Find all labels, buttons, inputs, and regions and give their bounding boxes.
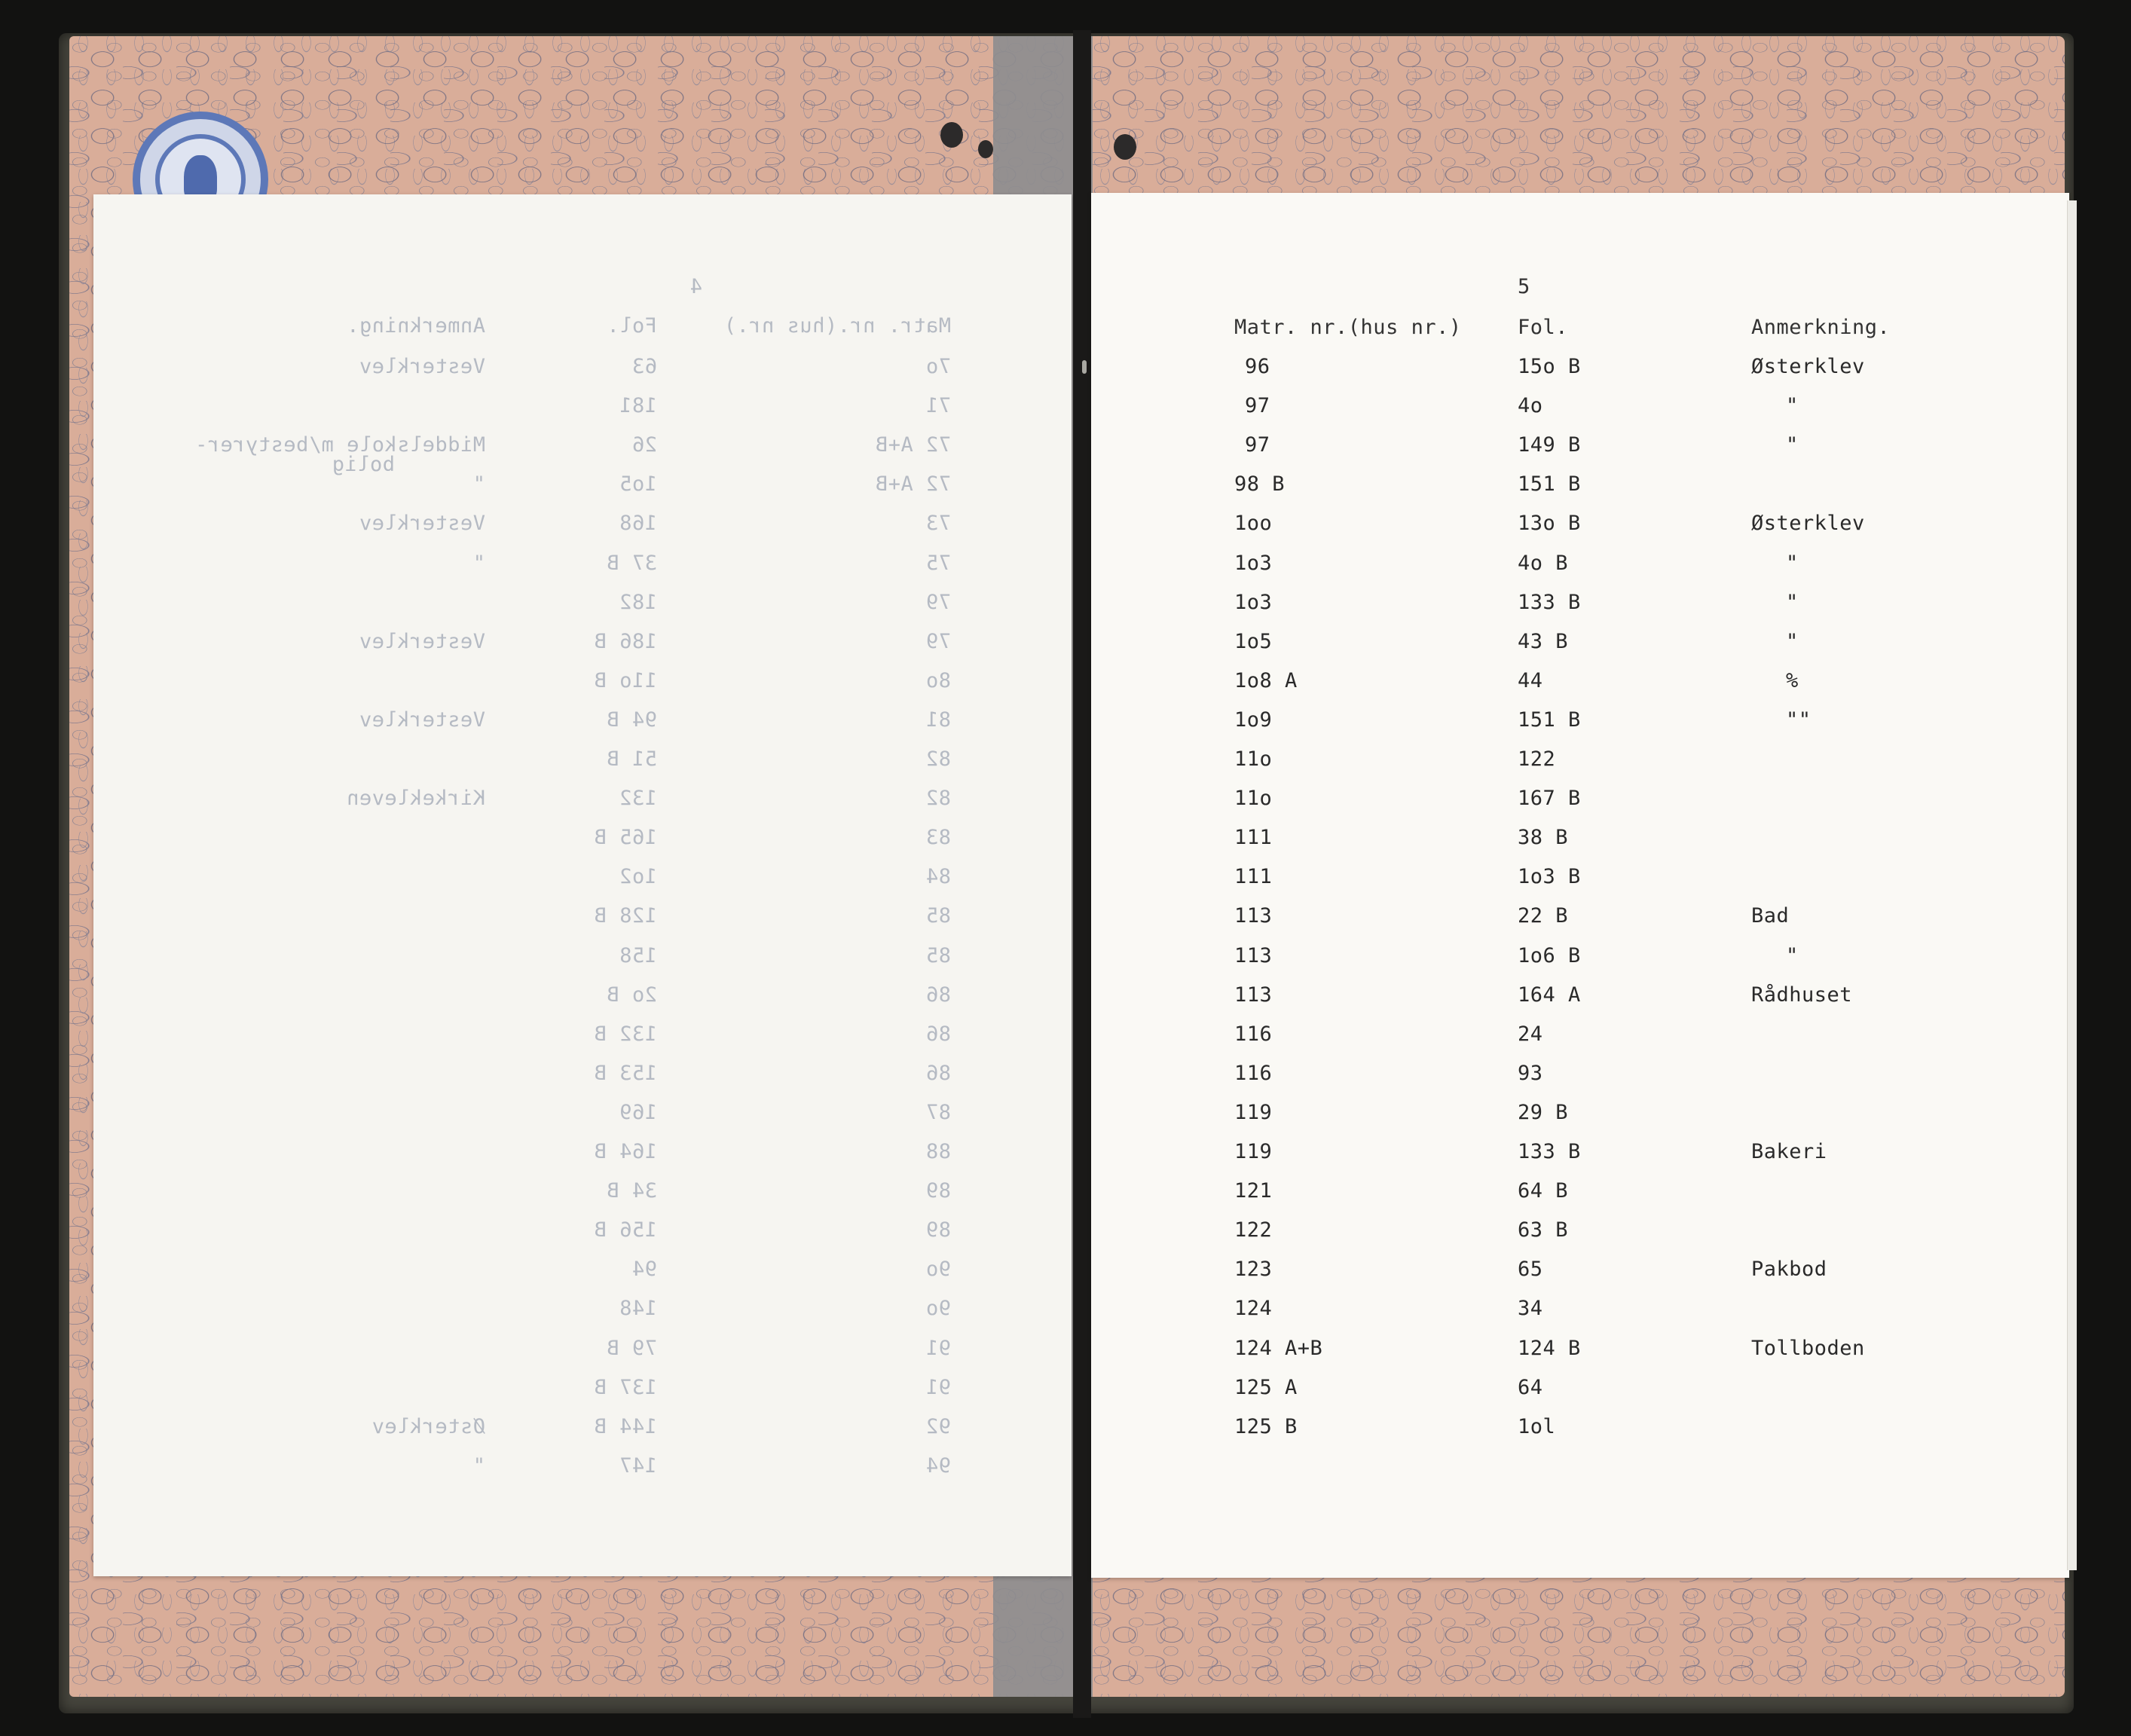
fol-cell: 93 <box>1518 1061 1543 1085</box>
fol-cell: 165 B <box>594 826 657 850</box>
matr-cell: 121 <box>1234 1179 1273 1203</box>
fol-cell: 38 B <box>1518 826 1569 850</box>
fol-cell: 137 B <box>594 1375 657 1399</box>
matr-cell: 84 <box>925 865 951 889</box>
matr-cell: 82 <box>925 787 951 811</box>
fol-cell: 153 B <box>594 1061 657 1085</box>
fol-cell: 94 <box>631 1258 657 1282</box>
fol-cell: 132 B <box>594 1022 657 1046</box>
fol-cell: 151 B <box>1518 472 1581 497</box>
fol-cell: 182 <box>619 590 657 614</box>
fol-cell: 169 <box>619 1100 657 1124</box>
matr-cell: 1o9 <box>1234 708 1273 732</box>
fol-cell: 133 B <box>1518 1140 1581 1163</box>
anmerkning-cell: " <box>1786 943 1799 967</box>
anmerkning-cell: bolig <box>332 453 395 477</box>
fol-cell: 1o3 B <box>1518 865 1581 889</box>
fol-cell: 149 B <box>1518 433 1581 457</box>
punch-hole-icon <box>940 122 963 148</box>
fol-cell: 22 B <box>1518 904 1569 928</box>
matr-cell: 71 <box>925 394 951 418</box>
fol-cell: 15o B <box>1518 355 1581 378</box>
matr-cell: 122 <box>1234 1218 1273 1242</box>
matr-cell: 124 A+B <box>1234 1336 1323 1360</box>
fol-cell: 124 B <box>1518 1336 1581 1360</box>
matr-cell: 85 <box>925 943 951 967</box>
anmerkning-cell: "" <box>1786 708 1812 732</box>
fol-cell: 63 <box>631 355 657 378</box>
left-page-show-through <box>93 194 1072 1576</box>
matr-cell: 97 <box>1245 433 1270 457</box>
anmerkning-cell: Østerklev <box>1751 512 1865 536</box>
matr-cell: 8o <box>925 668 951 692</box>
left-page <box>93 194 1072 1576</box>
matr-cell: 85 <box>925 904 951 928</box>
matr-cell: 116 <box>1234 1061 1273 1085</box>
matr-cell: 89 <box>925 1218 951 1242</box>
matr-cell: 113 <box>1234 983 1273 1007</box>
fol-cell: 168 <box>619 512 657 536</box>
anmerkning-cell: Vesterklev <box>359 629 485 653</box>
matr-cell: 88 <box>925 1140 951 1163</box>
fol-cell: 26 <box>631 433 657 457</box>
anmerkning-cell: " <box>472 472 485 497</box>
matr-cell: 91 <box>925 1375 951 1399</box>
right-page <box>1091 193 2069 1578</box>
matr-cell: 1o5 <box>1234 629 1273 653</box>
anmerkning-cell: Rådhuset <box>1751 983 1853 1007</box>
matr-cell: 83 <box>925 826 951 850</box>
fol-cell: 186 B <box>594 629 657 653</box>
matr-cell: 94 <box>925 1453 951 1478</box>
punch-hole-icon <box>978 140 993 158</box>
anmerkning-cell: " <box>1786 394 1799 418</box>
matr-cell: 111 <box>1234 865 1273 889</box>
matr-cell: 1o8 A <box>1234 668 1298 692</box>
fol-cell: 1o5 <box>619 472 657 497</box>
matr-cell: 7o <box>925 355 951 378</box>
fol-cell: 37 B <box>606 551 657 575</box>
matr-cell: 72 A+B <box>875 433 951 457</box>
fol-cell: 133 B <box>1518 590 1581 614</box>
page-number: 5 <box>1518 275 1530 298</box>
page-number: 4 <box>689 275 702 298</box>
anmerkning-cell: Kirkekleven <box>346 787 485 811</box>
matr-cell: 1o3 <box>1234 590 1273 614</box>
fol-cell: 151 B <box>1518 708 1581 732</box>
fol-cell: 181 <box>619 394 657 418</box>
matr-cell: 79 <box>925 590 951 614</box>
anmerkning-cell: Bakeri <box>1751 1140 1827 1163</box>
anmerkning-cell: Østerklev <box>371 1414 485 1438</box>
fol-cell: 51 B <box>606 747 657 771</box>
matr-cell: 86 <box>925 983 951 1007</box>
matr-cell: 125 A <box>1234 1375 1298 1399</box>
fol-cell: 1o2 <box>619 865 657 889</box>
matr-cell: 87 <box>925 1100 951 1124</box>
matr-cell: 11o <box>1234 747 1273 771</box>
fol-cell: 44 <box>1518 668 1543 692</box>
matr-cell: 123 <box>1234 1258 1273 1282</box>
anmerkning-cell: " <box>1786 433 1799 457</box>
header-anmerkning: Anmerkning. <box>346 314 485 338</box>
matr-cell: 89 <box>925 1179 951 1203</box>
matr-cell: 79 <box>925 629 951 653</box>
fol-cell: 34 B <box>606 1179 657 1203</box>
fol-cell: 158 <box>619 943 657 967</box>
matr-cell: 124 <box>1234 1297 1273 1321</box>
fol-cell: 4o <box>1518 394 1543 418</box>
fol-cell: 79 B <box>606 1336 657 1360</box>
book-gutter <box>1073 30 1091 1718</box>
anmerkning-cell: " <box>1786 590 1799 614</box>
matr-cell: 97 <box>1245 394 1270 418</box>
matr-cell: 75 <box>925 551 951 575</box>
header-fol: Fol. <box>606 314 657 338</box>
matr-cell: 82 <box>925 747 951 771</box>
anmerkning-cell: Pakbod <box>1751 1258 1827 1282</box>
fol-cell: 1ol <box>1518 1414 1556 1438</box>
anmerkning-cell: Østerklev <box>1751 355 1865 378</box>
header-anmerkning: Anmerkning. <box>1751 316 1891 339</box>
matr-cell: 81 <box>925 708 951 732</box>
matr-cell: 9o <box>925 1297 951 1321</box>
matr-cell: 86 <box>925 1022 951 1046</box>
matr-cell: 113 <box>1234 904 1273 928</box>
fol-cell: 128 B <box>594 904 657 928</box>
fol-cell: 29 B <box>1518 1100 1569 1124</box>
matr-cell: 9o <box>925 1258 951 1282</box>
header-matr: Matr. nr.(hus nr.) <box>1234 316 1462 339</box>
fol-cell: 148 <box>619 1297 657 1321</box>
matr-cell: 91 <box>925 1336 951 1360</box>
matr-cell: 92 <box>925 1414 951 1438</box>
fol-cell: 132 <box>619 787 657 811</box>
fol-cell: 122 <box>1518 747 1556 771</box>
fol-cell: 64 B <box>1518 1179 1569 1203</box>
fol-cell: 167 B <box>1518 787 1581 811</box>
anmerkning-cell: Tollboden <box>1751 1336 1865 1360</box>
matr-cell: 113 <box>1234 943 1273 967</box>
matr-cell: 1o3 <box>1234 551 1273 575</box>
matr-cell: 119 <box>1234 1100 1273 1124</box>
matr-cell: 125 B <box>1234 1414 1298 1438</box>
anmerkning-cell: " <box>472 1453 485 1478</box>
matr-cell: 73 <box>925 512 951 536</box>
matr-cell: 119 <box>1234 1140 1273 1163</box>
fol-cell: 1o6 B <box>1518 943 1581 967</box>
matr-cell: 1oo <box>1234 512 1273 536</box>
fol-cell: 43 B <box>1518 629 1569 653</box>
fol-cell: 156 B <box>594 1218 657 1242</box>
anmerkning-cell: Bad <box>1751 904 1790 928</box>
fol-cell: 24 <box>1518 1022 1543 1046</box>
anmerkning-cell: Middelskole m/bestyrer- <box>194 433 485 457</box>
matr-cell: 96 <box>1245 355 1270 378</box>
fol-cell: 11o B <box>594 668 657 692</box>
fol-cell: 64 <box>1518 1375 1543 1399</box>
matr-cell: 111 <box>1234 826 1273 850</box>
fol-cell: 164 B <box>594 1140 657 1163</box>
matr-cell: 116 <box>1234 1022 1273 1046</box>
fol-cell: 63 B <box>1518 1218 1569 1242</box>
matr-cell: 86 <box>925 1061 951 1085</box>
header-fol: Fol. <box>1518 316 1569 339</box>
matr-cell: 98 B <box>1234 472 1286 497</box>
fol-cell: 13o B <box>1518 512 1581 536</box>
matr-cell: 72 A+B <box>875 472 951 497</box>
fol-cell: 34 <box>1518 1297 1543 1321</box>
fol-cell: 2o B <box>606 983 657 1007</box>
anmerkning-cell: " <box>1786 551 1799 575</box>
header-matr: Matr. nr.(hus nr.) <box>723 314 951 338</box>
fol-cell: 94 B <box>606 708 657 732</box>
matr-cell: 11o <box>1234 787 1273 811</box>
fol-cell: 4o B <box>1518 551 1569 575</box>
anmerkning-cell: " <box>1786 629 1799 653</box>
page-edge-mark <box>1082 360 1087 374</box>
anmerkning-cell: Vesterklev <box>359 355 485 378</box>
fol-cell: 164 A <box>1518 983 1581 1007</box>
anmerkning-cell: % <box>1786 668 1799 692</box>
anmerkning-cell: " <box>472 551 485 575</box>
anmerkning-cell: Vesterklev <box>359 708 485 732</box>
fol-cell: 65 <box>1518 1258 1543 1282</box>
punch-hole-icon <box>1114 134 1136 160</box>
anmerkning-cell: Vesterklev <box>359 512 485 536</box>
fol-cell: 147 <box>619 1453 657 1478</box>
fol-cell: 144 B <box>594 1414 657 1438</box>
